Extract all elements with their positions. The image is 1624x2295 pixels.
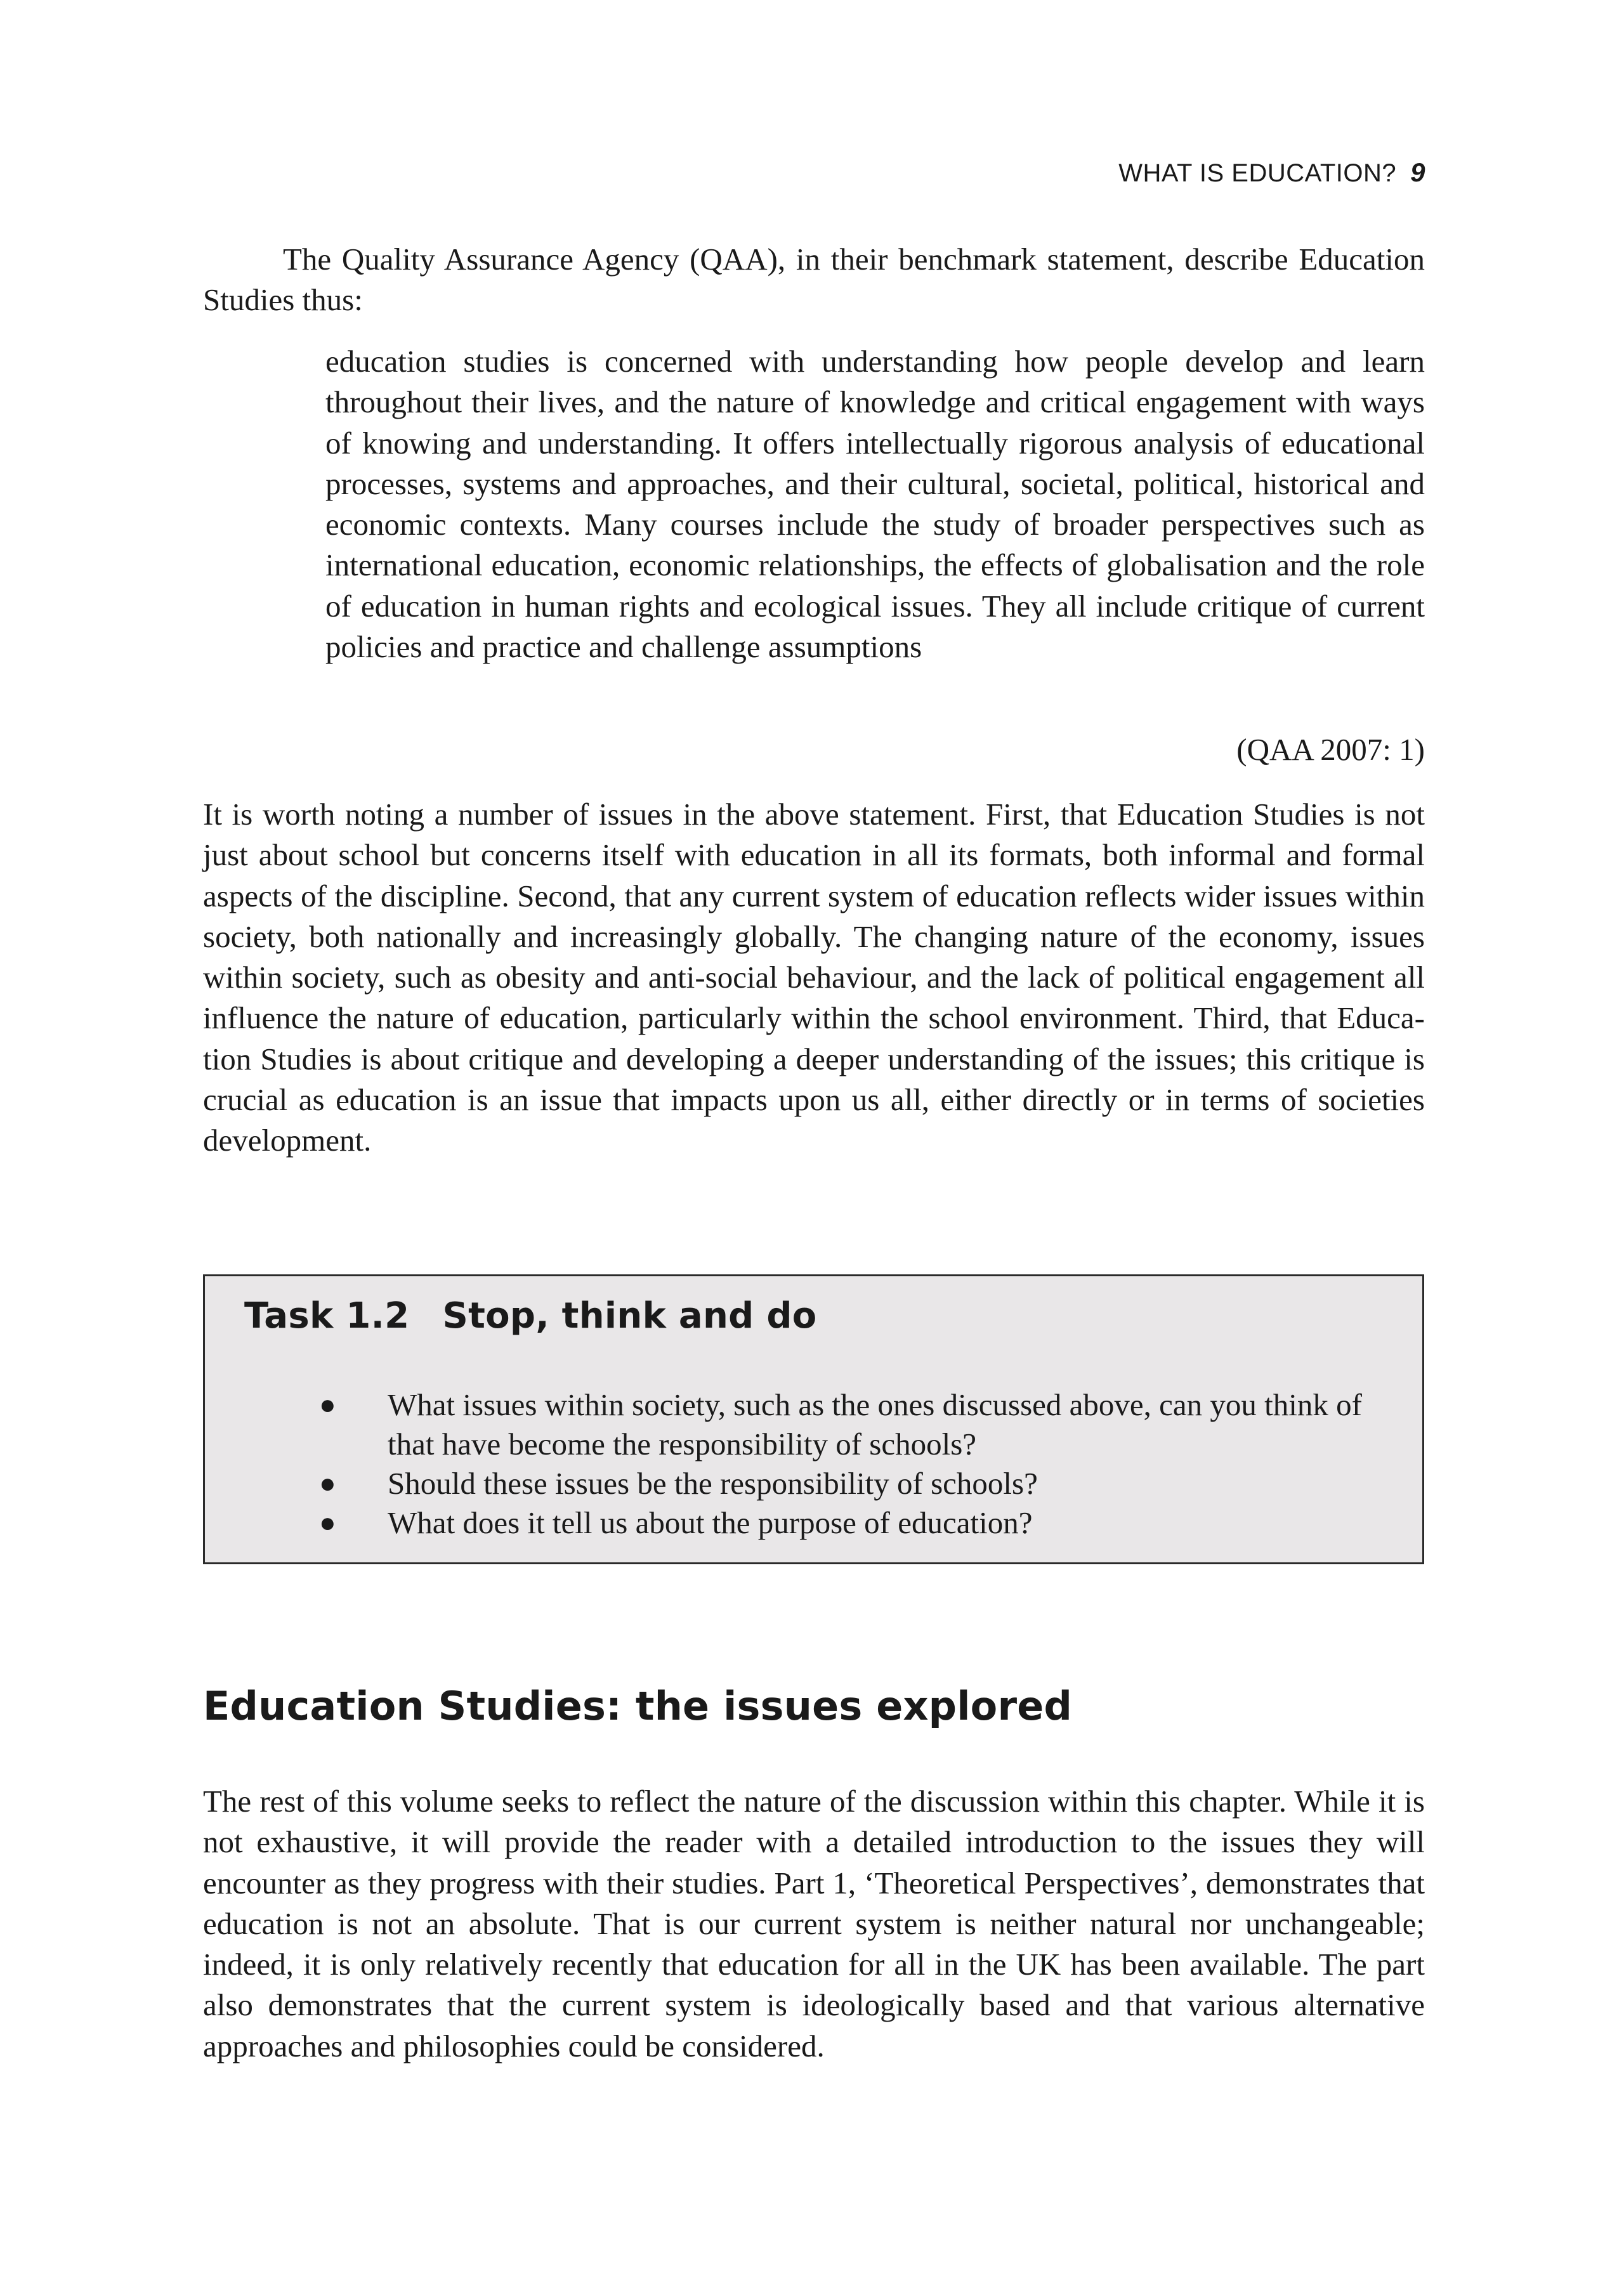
task-list (319, 1385, 1385, 1543)
section-heading: Education Studies: the issues explored (203, 1683, 1073, 1729)
discussion-paragraph: It is worth noting a number of issues in the above statement. First, that Education Studies is not just about school but concerns itself with education in all its formats, both informal and formal aspects of the discipline. Second, that any current system of education reflects wider issues within society, both nationally and increasingly globally. The changing nature of the economy, issues within society, such as obesity and anti-social behaviour, and the lack of political engagement all influence the nature of education, particularly within the school environment. Third, that Education Studies is about critique and developing a deeper understanding of the issues; this critique is crucial as education is an issue that impacts upon us all, either directly or in terms of societies development. (203, 797, 1425, 1158)
bullet-icon: ● (319, 1507, 336, 1538)
task-item (319, 1385, 1385, 1464)
task-heading: Stop, think and do (442, 1295, 817, 1337)
intro-paragraph: The Quality Assurance Agency (QAA), in their benchmark statement, describe Education Studies thus: (203, 242, 1425, 318)
task-item-text: Should these issues be the responsibility of schools? (388, 1466, 1038, 1501)
block-quote: education studies is concerned with understanding how people develop and learn throughout their lives, and the nature of knowledge and critical engagement with ways of knowing and understanding. It offers intellectually rigorous analysis of educational processes, systems and approaches, and their cultural, societal, political, historical and economic contexts. Many courses include the study of broader perspectives such as international education, economic relationships, the effects of globalisation and the role of education in human rights and ecological issues. They all include critique of current policies and practice and challenge assumptions (325, 344, 1425, 665)
page-number: 9 (1410, 157, 1425, 187)
task-title (244, 1295, 817, 1337)
task-item-text: What issues within society, such as the ones discussed above, can you think of that have become the responsibility of schools? (388, 1387, 1362, 1461)
task-number: Task 1.2 (244, 1295, 410, 1337)
running-title: WHAT IS EDUCATION? (1118, 159, 1397, 187)
quote-citation: (QAA 2007: 1) (1236, 732, 1425, 767)
task-item-text: What does it tell us about the purpose of education? (388, 1505, 1033, 1540)
bullet-icon: ● (319, 1468, 336, 1499)
task-item (319, 1503, 1385, 1543)
bullet-icon: ● (319, 1389, 336, 1420)
running-head (1118, 157, 1425, 188)
task-item (319, 1464, 1385, 1503)
section-paragraph: The rest of this volume seeks to reflect the nature of the discussion within this chapter. While it is not exhaustive, it will provide the reader with a detailed introduction to the issues they will encounter as they progress with their studies. Part 1, ‘Theoretical Perspectives’, demonstrates that education is not an absolute. That is our current system is neither natural nor unchangeable; indeed, it is only relatively recently that education for all in the UK has been available. The part also demonstrates that the current system is ideologically based and that various alternative approaches and philosophies could be considered. (203, 1784, 1425, 2063)
task-box (203, 1274, 1424, 1564)
